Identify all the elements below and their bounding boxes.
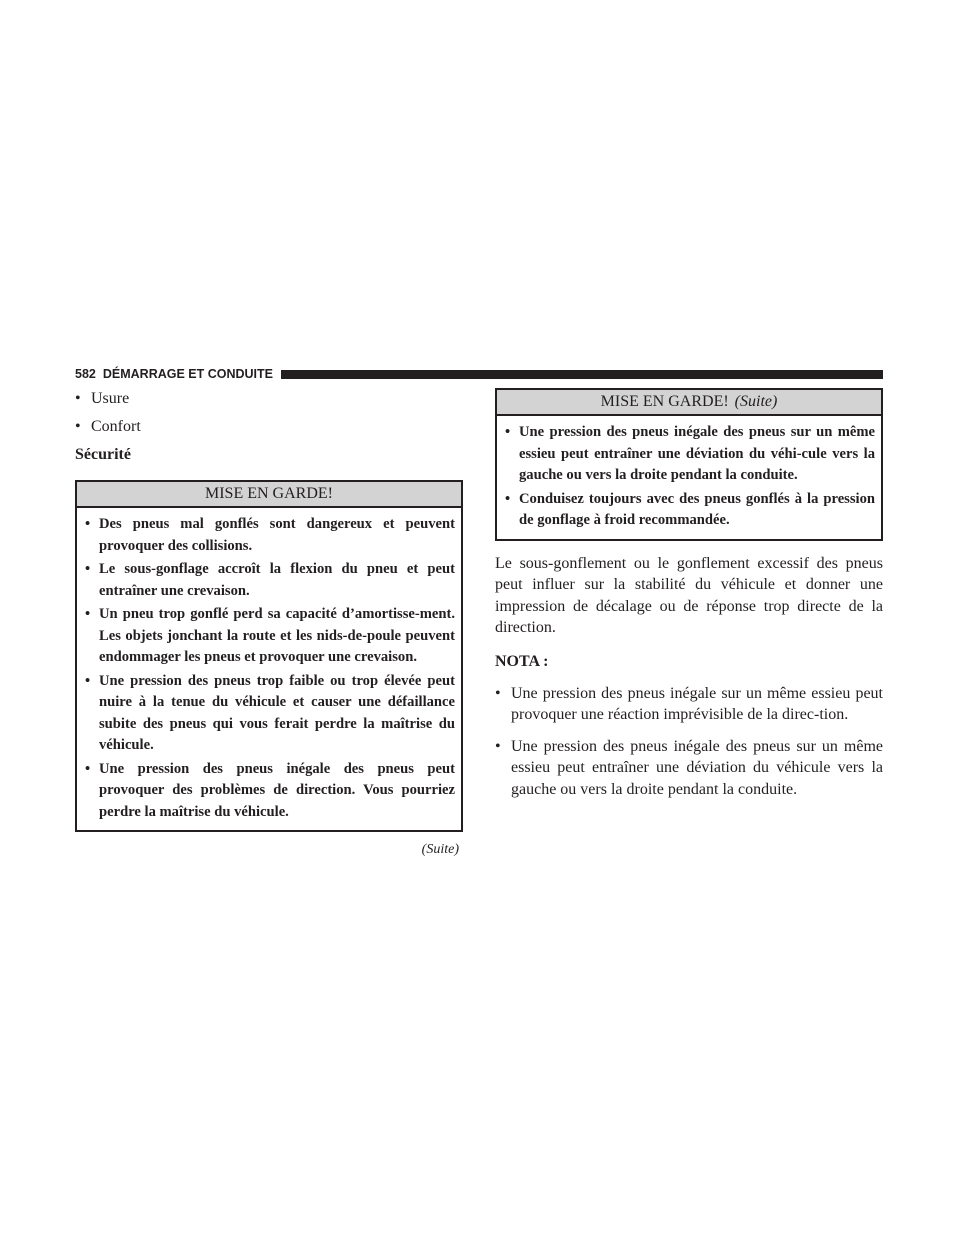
- page-number: 582: [75, 367, 96, 381]
- warning-item: • Une pression des pneus inégale des pneus peut provoquer des problèmes de direction. Vous pourriez perdre la maîtrise du véhicule.: [85, 759, 455, 824]
- factor-list: [75, 388, 463, 438]
- warning-title-suffix: (Suite): [734, 393, 778, 410]
- warning-list: [77, 508, 461, 830]
- warning-box-continued: [495, 388, 883, 541]
- body-paragraph: Le sous-gonflement ou le gonflement excessif des pneus peut influer sur la stabilité du véhicule et donner une impression de décalage ou de réponse trop directe de la direction.: [495, 554, 883, 636]
- warning-item: • Un pneu trop gonflé perd sa capacité d’amortisse-ment. Les objets jonchant la route et les nids-de-poule peuvent endommager les pneus et provoquer une crevaison.: [85, 604, 455, 669]
- note-label: NOTA :: [495, 652, 549, 670]
- list-item: • Usure: [75, 388, 463, 410]
- warning-title: MISE EN GARDE! (Suite): [497, 390, 881, 416]
- note-item: • Une pression des pneus inégale des pneus sur un même essieu peut entraîner une déviation du véhicule vers la gauche ou vers la droite pendant la conduite.: [495, 736, 883, 801]
- warning-item: • Des pneus mal gonflés sont dangereux et peuvent provoquer des collisions.: [85, 514, 455, 557]
- warning-item: • Une pression des pneus trop faible ou trop élevée peut nuire à la tenue du véhicule et causer une défaillance subite des pneus qui vous ferait perdre la maîtrise du véhicule.: [85, 671, 455, 757]
- section-title: DÉMARRAGE ET CONDUITE: [102, 367, 274, 381]
- continued-label: (Suite): [421, 842, 459, 857]
- page-header: [75, 366, 883, 382]
- safety-subheading: Sécurité: [75, 446, 131, 463]
- warning-item: • Le sous-gonflage accroît la flexion du pneu et peut entraîner une crevaison.: [85, 559, 455, 602]
- note-item: • Une pression des pneus inégale sur un même essieu peut provoquer une réaction imprévisible de la direc-tion.: [495, 683, 883, 726]
- warning-title: MISE EN GARDE!: [77, 482, 461, 508]
- right-column: [495, 388, 883, 810]
- warning-item: • Une pression des pneus inégale des pneus sur un même essieu peut entraîner une déviation du véhi-cule vers la gauche ou vers la droite pendant la conduite.: [505, 422, 875, 487]
- header-rule: [281, 370, 883, 379]
- warning-box: [75, 480, 463, 832]
- note-list: [495, 683, 883, 801]
- list-item: • Confort: [75, 416, 463, 438]
- warning-list: [497, 416, 881, 539]
- left-column: [75, 388, 463, 858]
- warning-item: • Conduisez toujours avec des pneus gonflés à la pression de gonflage à froid recommandée.: [505, 489, 875, 532]
